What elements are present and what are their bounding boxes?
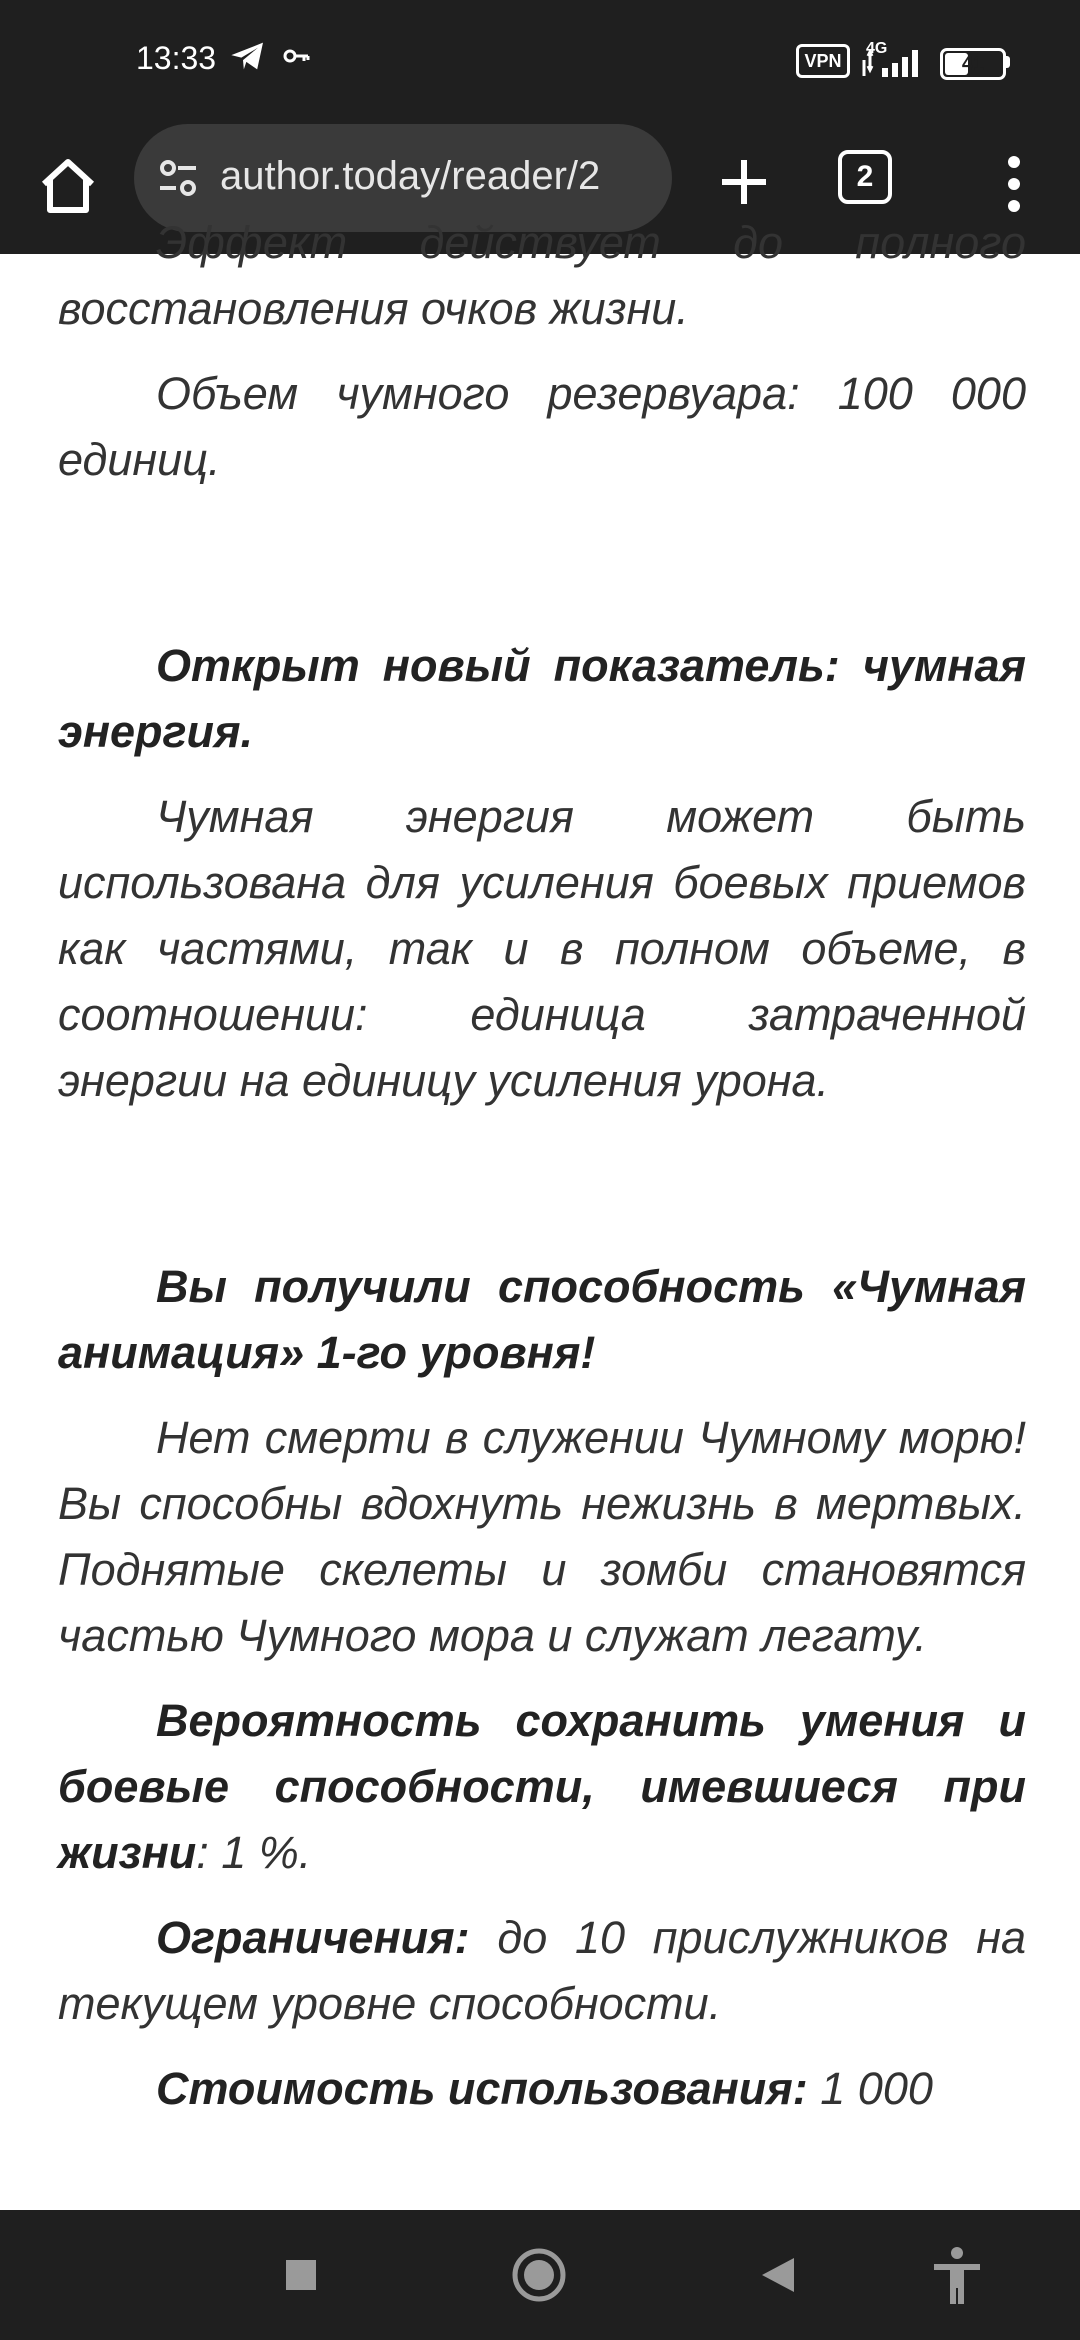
- paragraph: Эффект действует до полного восстановления очков жизни.: [58, 217, 1026, 334]
- article-text: [58, 210, 1026, 2122]
- paragraph: Нет смерти в служении Чумному морю! Вы способны вдохнуть нежизнь в мертвых. Поднятые скелеты и зомби становятся частью Чумного мора и служат легату.: [58, 1412, 1026, 1661]
- network-type-label: 4G: [866, 40, 888, 57]
- navigation-bar: [0, 2210, 1080, 2340]
- regular-text: до 10 прислужников на текущем уровне способности.: [58, 1912, 1026, 2029]
- paragraph: [58, 2056, 1026, 2122]
- bold-text: Открыт новый показатель: чумная энергия.: [58, 640, 1026, 757]
- paragraph-heading: [58, 633, 1026, 765]
- battery-tip: [1005, 56, 1010, 68]
- paragraph: [58, 1688, 1026, 1886]
- battery-text: 41: [961, 53, 985, 75]
- battery-indicator: [940, 48, 1006, 80]
- bold-text: Вероятность сохранить умения и боевые способности, имевшиеся при жизни: [58, 1695, 1026, 1878]
- regular-text: : 1 %.: [196, 1827, 312, 1878]
- regular-text: 1 000: [807, 2063, 933, 2114]
- url-text[interactable]: author.today/reader/2: [220, 154, 601, 198]
- bold-text: Стоимость использования:: [156, 2063, 808, 2114]
- paragraph: Объем чумного резервуара: 100 000 единиц.: [58, 368, 1026, 485]
- vpn-badge: VPN: [796, 44, 850, 78]
- bold-text: Ограничения:: [156, 1912, 470, 1963]
- status-bar: [0, 0, 1080, 120]
- back-icon[interactable]: [742, 2240, 812, 2310]
- key-icon: [282, 44, 312, 68]
- site-settings-icon[interactable]: [154, 154, 202, 202]
- home-circle-icon[interactable]: [504, 2240, 574, 2310]
- paragraph: [58, 1905, 1026, 2037]
- reader-content[interactable]: [0, 217, 1080, 2210]
- signal-icon: [860, 46, 932, 78]
- recents-icon[interactable]: [266, 2240, 336, 2310]
- bold-text: Вы получили способность «Чумная анимация» 1-го уровня!: [58, 1261, 1026, 1378]
- status-time: 13:33: [136, 40, 217, 76]
- paragraph-heading: [58, 1254, 1026, 1386]
- accessibility-icon[interactable]: [922, 2240, 992, 2310]
- tab-count: 2: [856, 160, 874, 193]
- tabs-button[interactable]: [838, 150, 892, 204]
- telegram-icon: [228, 36, 268, 76]
- paragraph: Чумная энергия может быть использована для усиления боевых приемов как частями, так и в полном объеме, в соотношении: единица затраченной энергии на единицу усиления урона.: [58, 791, 1026, 1106]
